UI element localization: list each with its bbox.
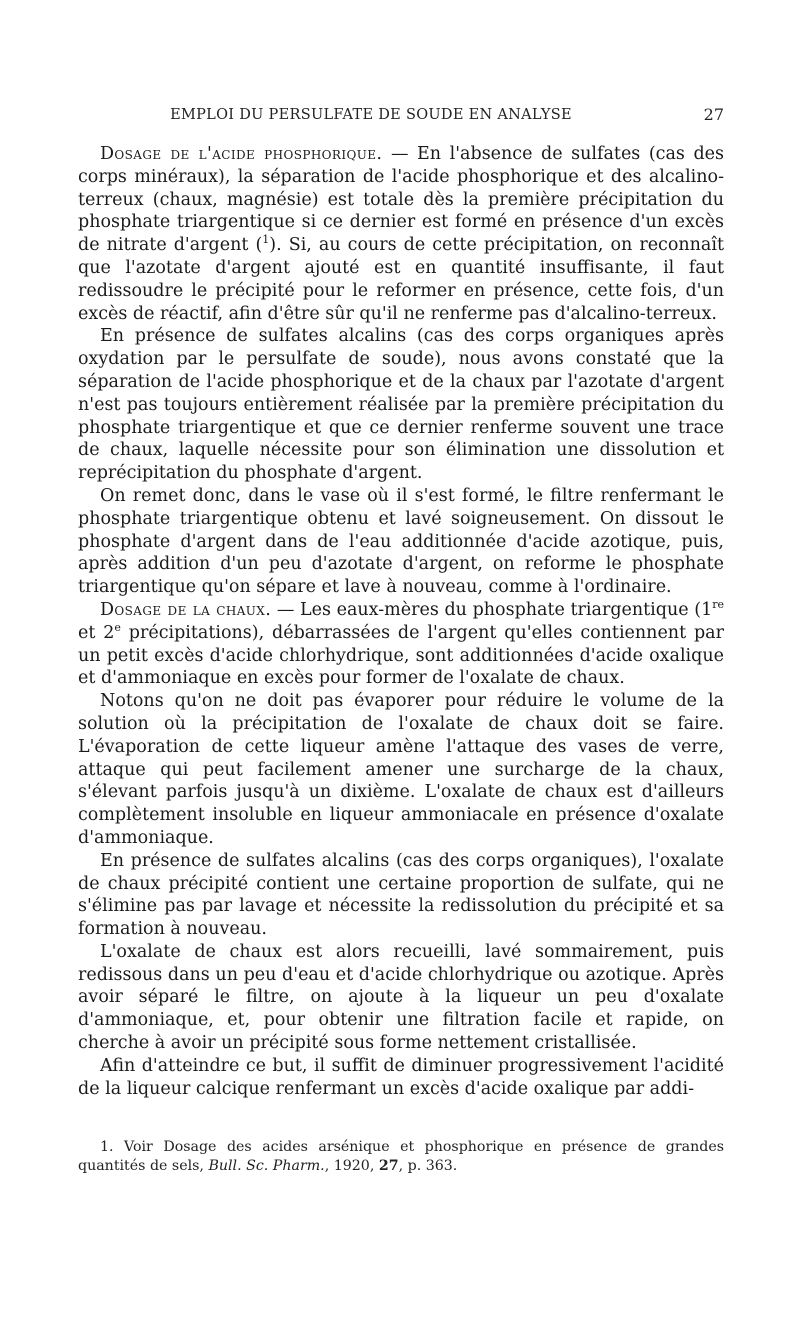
- footnote-1: [78, 1138, 724, 1176]
- footnote-text: , 1920,: [324, 1158, 379, 1174]
- heading-dash: —: [382, 144, 418, 164]
- paragraph-sulfates-alcalins: En présence de sulfates alcalins (cas des corps organiques après oxydation par le persulfate de soude), nous avons constaté que la séparation de l'acide phosphorique et de la chaux par l'azotate d'argent n'est pas toujours entièrement réalisée par la première précipitation du phosphate triargentique et que ce dernier renferme souvent une trace de chaux, laquelle nécessite pour son élimination une dissolution et reprécipitation du phosphate d'argent.: [78, 326, 724, 484]
- footnote-number: 1.: [100, 1139, 114, 1155]
- footnote-text: Voir Dosage des acides arsénique et phosphorique en présence de grandes quantités de sels,: [78, 1139, 724, 1174]
- running-title: EMPLOI DU PERSULFATE DE SOUDE EN ANALYSE: [170, 107, 572, 123]
- paragraph-notons: Notons qu'on ne doit pas évaporer pour réduire le volume de la solution où la précipitation de l'oxalate de chaux doit se faire. L'évaporation de cette liqueur amène l'attaque des vases de verre, attaque qui peut facilement amener une surcharge de la chaux, s'élevant parfois jusqu'à un dixième. L'oxalate de chaux est d'ailleurs complètement insoluble en liqueur ammoniacale en présence d'oxalate d'ammoniaque.: [78, 691, 724, 848]
- paragraph-text: En l'absence de sulfates (cas des corps minéraux), la séparation de l'acide phosphorique et des alcalino-terreux (chaux, magnésie) est totale dès la première précipitation du phosphate triargentique si ce dernier est formé en présence d'un excès de nitrate d'argent (: [78, 144, 725, 256]
- paragraph-dosage-chaux: [78, 599, 724, 690]
- ordinal-superscript: e: [114, 620, 121, 634]
- page-number: 27: [703, 105, 724, 124]
- paragraph-presence-sulfates: En présence de sulfates alcalins (cas des corps organiques), l'oxalate de chaux précipité contient une certaine proportion de sulfate, qui ne s'élimine pas par lavage et nécessite la redissolution du précipité et sa formation à nouveau.: [78, 850, 724, 940]
- footnotes: [78, 1138, 724, 1176]
- paragraph-afin-atteindre: Afin d'atteindre ce but, il suffit de diminuer progressivement l'acidité de la liqueur calcique renfermant un excès d'acide oxalique par addi-: [78, 1055, 724, 1099]
- paragraph-dosage-acide-phosphorique: [78, 143, 724, 325]
- paragraph-remet-donc: On remet donc, dans le vase où il s'est formé, le filtre renfermant le phosphate triargentique obtenu et lavé soigneusement. On dissout le phosphate d'argent dans de l'eau additionnée d'acide azotique, puis, après addition d'un peu d'azotate d'argent, on reforme le phosphate triargentique qu'on sépare et lave à nouveau, comme à l'ordinaire.: [78, 485, 724, 598]
- section-heading-chaux: Dosage de la chaux.: [100, 599, 272, 620]
- section-heading-acide-phosphorique: Dosage de l'acide phosphorique.: [100, 144, 383, 164]
- paragraph-text: ). Si, au cours de cette précipitation, on reconnaît que l'azotate d'argent ajouté est en quantité insuffisante, il faut redissoudre le précipité pour le reformer en présence, cette fois, d'un excès de réactif, afin d'être sûr qu'il ne renferme pas d'alcalino-terreux.: [78, 235, 724, 324]
- paragraph-text: et 2: [78, 622, 115, 643]
- running-head: [78, 102, 724, 128]
- journal-title: Bull. Sc. Pharm.: [208, 1158, 325, 1174]
- paragraph-text: précipitations), débarrassées de l'argent qu'elles contiennent par un petit excès d'acide chlorhydrique, sont additionnées d'acide oxalique et d'ammoniaque en excès pour former de l'oxalate de chaux.: [78, 622, 724, 689]
- footnote-reference: 1: [262, 233, 270, 247]
- footnote-text: , p. 363.: [398, 1158, 458, 1174]
- paragraph-text: Les eaux-mères du phosphate triargentique (1: [300, 599, 713, 620]
- heading-dash: —: [271, 599, 301, 620]
- body-text: [78, 143, 724, 1100]
- ordinal-superscript: re: [712, 598, 724, 612]
- paragraph-oxalate-recueilli: L'oxalate de chaux est alors recueilli, lavé sommairement, puis redissous dans un peu d'eau et d'acide chlorhydrique ou azotique. Après avoir séparé le filtre, on ajoute à la liqueur un peu d'oxalate d'ammoniaque, et, pour obtenir une filtration facile et rapide, on cherche à avoir un précipité sous forme nettement cristallisée.: [78, 941, 724, 1054]
- volume-number: 27: [378, 1158, 399, 1174]
